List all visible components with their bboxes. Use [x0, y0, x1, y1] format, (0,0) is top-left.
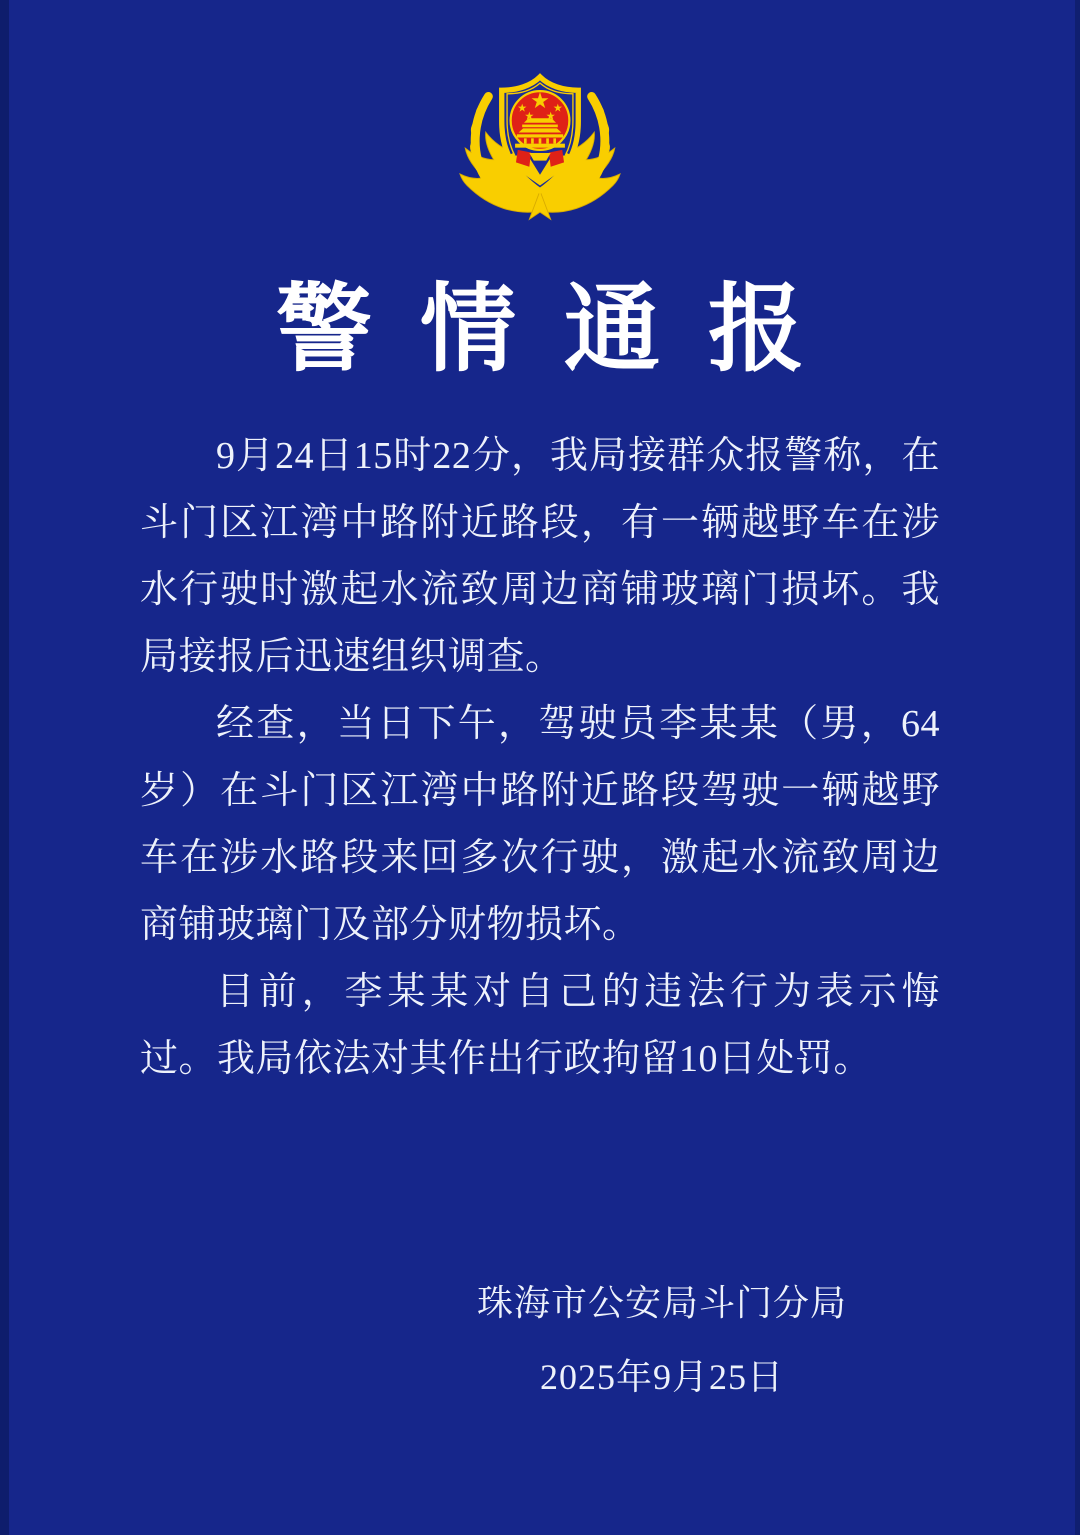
notice-body [140, 423, 940, 1093]
china-police-badge-icon [451, 66, 629, 232]
right-edge-shadow [1075, 0, 1080, 1535]
issue-date: 2025年9月25日 [539, 1356, 784, 1397]
notice-paragraph-3: 目前，李某某对自己的违法行为表示悔过。我局依法对其作出行政拘留10日处罚。 [140, 970, 940, 1080]
notice-paragraph-1: 9月24日15时22分，我局接群众报警称，在斗门区江湾中路附近路段，有一辆越野车在涉水行驶时激起水流致周边商铺玻璃门损坏。我局接报后迅速组织调查。 [140, 434, 940, 678]
notice-footer [244, 1275, 1080, 1405]
notice-paragraph-2: 经查，当日下午，驾驶员李某某（男，64岁）在斗门区江湾中路附近路段驾驶一辆越野车在涉水路段来回多次行驶，激起水流致周边商铺玻璃门及部分财物损坏。 [140, 702, 940, 946]
emblem-container [0, 0, 1080, 232]
left-edge-shadow [0, 0, 9, 1535]
issuing-authority: 珠海市公安局斗门分局 [476, 1282, 847, 1323]
notice-title: 警情通报 [276, 276, 852, 383]
